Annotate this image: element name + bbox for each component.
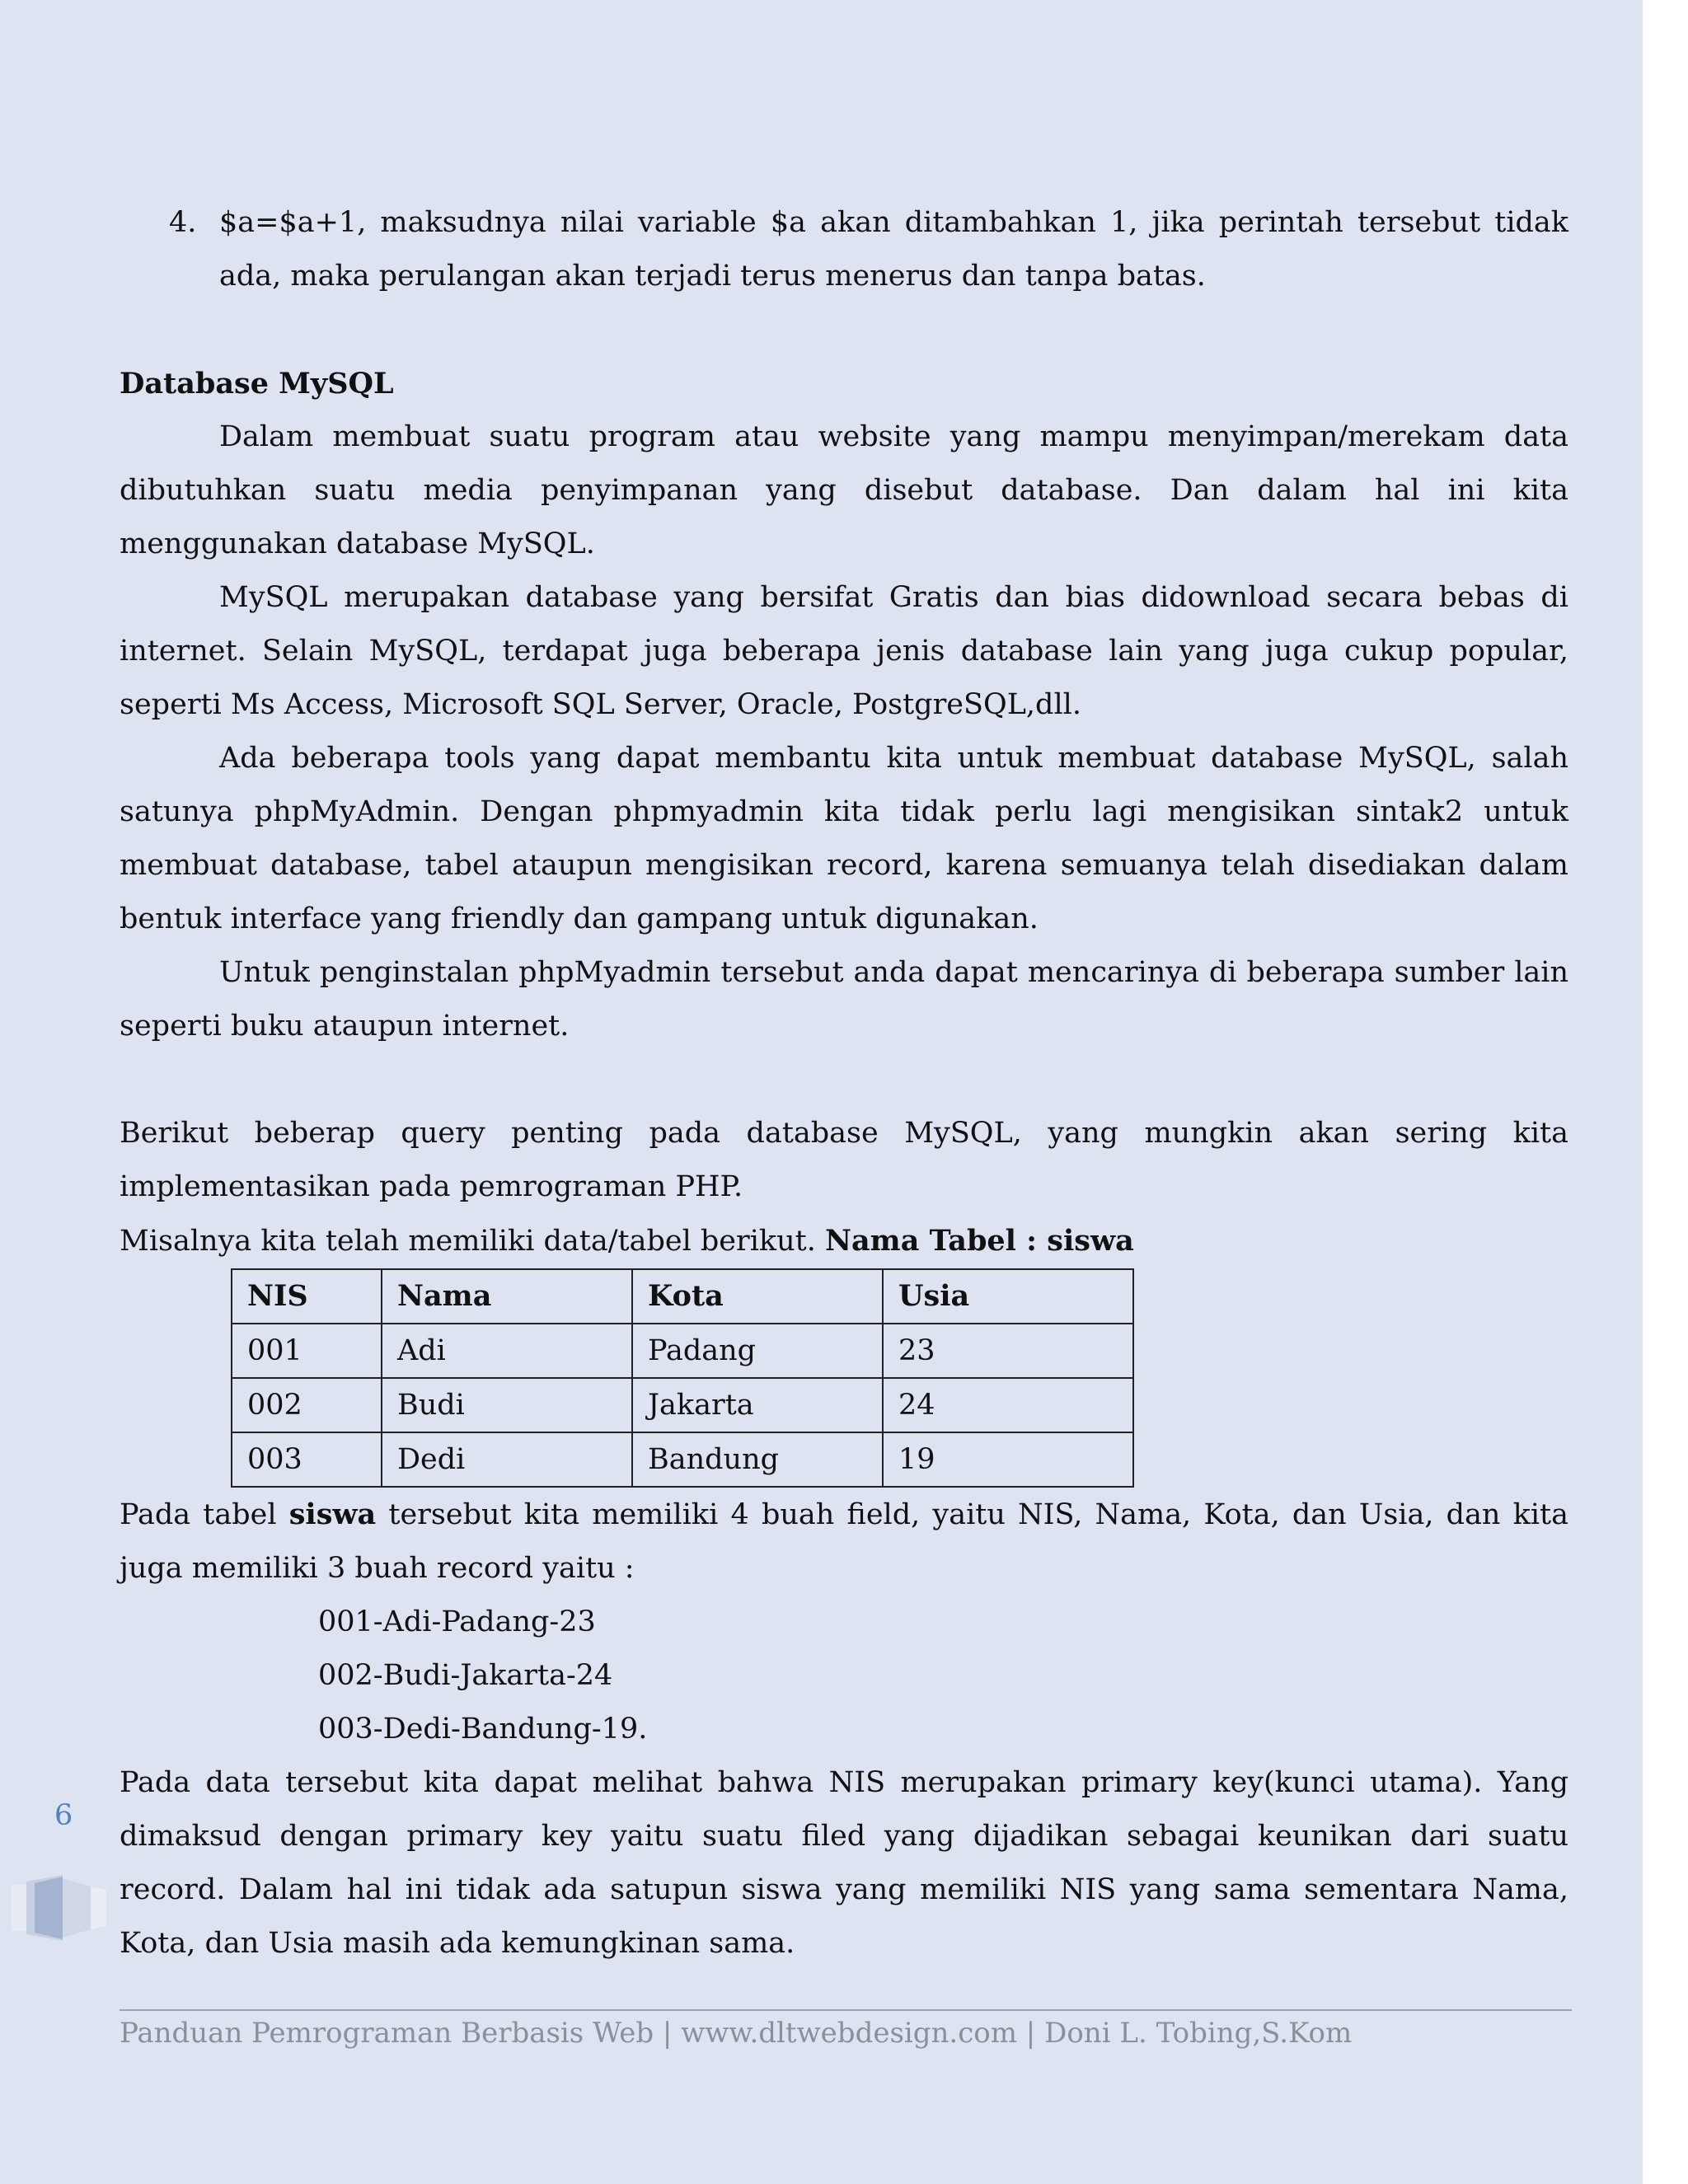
section-heading: Database MySQL [120,367,394,401]
page-arrow-icon [12,1875,106,1941]
table-cell: 19 [883,1432,1133,1487]
table-row [232,1324,1133,1378]
table-name-label: Nama Tabel : siswa [825,1224,1134,1258]
after-table-prefix: Pada tabel [120,1498,289,1531]
table-cell: 003 [232,1432,382,1487]
table-cell: 002 [232,1378,382,1432]
header-cell-nis: NIS [232,1269,382,1324]
table-cell: Adi [382,1324,632,1378]
table-cell: 24 [883,1378,1133,1432]
page-footer: Panduan Pemrograman Berbasis Web | www.dltwebdesign.com | Doni L. Tobing,S.Kom [120,2017,1353,2050]
paragraph-2: MySQL merupakan database yang bersifat Gratis dan bias didownload secara bebas di internet. Selain MySQL, terdapat juga beberapa jenis database lain yang juga cukup popular, seperti Ms Access, Microsoft SQL Server, Oracle, PostgreSQL,dll. [120,581,1568,721]
table-row [232,1432,1133,1487]
table-intro-text: Misalnya kita telah memiliki data/tabel berikut. [120,1225,825,1258]
table-row [232,1378,1133,1432]
table-cell: Jakarta [632,1378,883,1432]
spacer [120,303,1568,357]
after-table-paragraph [120,1488,1568,1596]
list-number: 4. [169,206,197,239]
table-cell: Budi [382,1378,632,1432]
header-cell-usia: Usia [883,1269,1133,1324]
right-margin [1643,0,1688,2184]
primary-key-paragraph: Pada data tersebut kita dapat melihat bahwa NIS merupakan primary key(kunci utama). Yang dimaksud dengan primary key yaitu suatu filed yang dijadikan sebagai keunikan dari suatu record. Dalam hal ini tidak ada satupun siswa yang memiliki NIS yang sama sementara Nama, Kota, dan Usia masih ada kemungkinan sama. [120,1766,1568,1960]
header-cell-kota: Kota [632,1269,883,1324]
table-cell: Bandung [632,1432,883,1487]
paragraph-1: Dalam membuat suatu program atau website yang mampu menyimpan/merekam data dibutuhkan suatu media penyimpanan yang disebut database. Dan dalam hal ini kita menggunakan database MySQL. [120,420,1568,560]
page-content [120,196,1568,1971]
list-item-text: $a=$a+1, maksudnya nilai variable $a akan ditambahkan 1, jika perintah tersebut tidak ada, maka perulangan akan terjadi terus menerus dan tanpa batas. [219,206,1568,293]
table-cell: 001 [232,1324,382,1378]
after-table-suffix: tersebut kita memiliki 4 buah field, yaitu NIS, Nama, Kota, dan Usia, dan kita juga memiliki 3 buah record yaitu : [120,1498,1568,1585]
spacer [120,1053,1568,1107]
record-line: 001-Adi-Padang-23 [318,1605,596,1638]
list-item-4 [120,196,1568,303]
paragraph-4: Untuk penginstalan phpMyadmin tersebut anda dapat mencarinya di beberapa sumber lain seperti buku ataupun internet. [120,956,1568,1043]
record-line: 002-Budi-Jakarta-24 [318,1659,613,1692]
after-table-bold: siswa [288,1497,377,1531]
record-line: 003-Dedi-Bandung-19. [318,1713,648,1746]
table-cell: Dedi [382,1432,632,1487]
table-cell: 23 [883,1324,1133,1378]
paragraph-3: Ada beberapa tools yang dapat membantu kita untuk membuat database MySQL, salah satunya phpMyAdmin. Dengan phpmyadmin kita tidak perlu lagi mengisikan sintak2 untuk membuat database, tabel ataupun mengisikan record, karena semuanya telah disediakan dalam bentuk interface yang friendly dan gampang untuk digunakan. [120,742,1568,935]
header-cell-nama: Nama [382,1269,632,1324]
siswa-table [231,1268,1134,1488]
footer-divider [120,2009,1572,2011]
table-header-row [232,1269,1133,1324]
table-cell: Padang [632,1324,883,1378]
table-intro [120,1214,1568,1268]
query-intro-paragraph: Berikut beberap query penting pada database MySQL, yang mungkin akan sering kita implementasikan pada pemrograman PHP. [120,1117,1568,1203]
page-number: 6 [54,1799,73,1832]
